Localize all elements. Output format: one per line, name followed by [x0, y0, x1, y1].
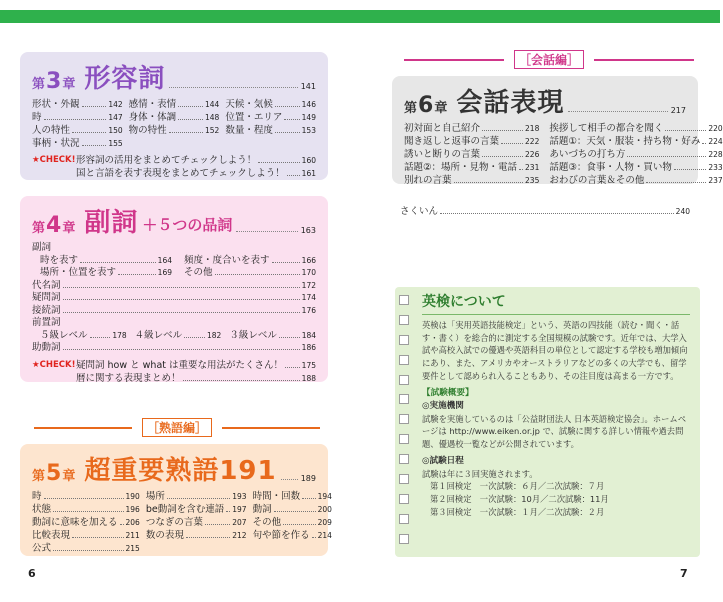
list-item: 誘いと断りの言葉 226	[404, 149, 540, 160]
list-item: 状態 196	[32, 504, 140, 515]
list-item: 事柄・状況 155	[32, 138, 123, 149]
eiken-org-heading: ◎実施機関	[422, 400, 464, 411]
checkbox-icon	[399, 514, 409, 524]
list-item: 公式 215	[32, 543, 140, 554]
list-item: 時間・回数 194	[252, 491, 332, 502]
check-item: 疑問詞 how と what は重要な用法がたくさん！ 175	[76, 359, 316, 371]
chapter6-section	[392, 76, 723, 186]
chapter5-label: 第5章	[32, 461, 77, 486]
list-item: 時 147	[32, 112, 123, 123]
chapter6-label: 第6章	[404, 93, 449, 118]
chapter4-heading	[32, 204, 316, 238]
chapter4-entries	[32, 242, 316, 355]
chapter4-label: 第4章	[32, 213, 77, 238]
list-item: 疑問詞 174	[32, 292, 316, 303]
list-item: ４級レベル 182	[134, 329, 222, 341]
checkbox-icon	[399, 494, 409, 504]
checkbox-icon	[399, 295, 409, 305]
chapter3-label: 第3章	[32, 69, 77, 94]
list-item: その他 209	[252, 517, 332, 528]
page-number-right: 7	[680, 567, 688, 580]
list-item: 人の特性 150	[32, 125, 123, 136]
chapter5-title: 超重要熟語191	[84, 456, 277, 486]
list-item: 挨拶して相手の都合を聞く 220	[549, 123, 723, 134]
list-item: 天候・気候 146	[225, 99, 316, 110]
list-item: 別れの言葉 235	[404, 175, 540, 186]
list-item: 助動詞 186	[32, 342, 316, 353]
notebook-checkboxes	[399, 295, 413, 554]
chapter5-heading	[32, 452, 316, 486]
eiken-title: 英検について	[422, 294, 506, 310]
chapter3-entries	[32, 98, 316, 150]
check-label: ★CHECK!	[32, 155, 76, 165]
list-item: ５級レベル 178	[40, 329, 127, 341]
eiken-intro: 英検は「実用英語技能検定」という、英語の四技能（読む・聞く・話す・書く）を総合的に測定する全国規模の試験です。近年では、大学入試や高校入試での優遇や英語科目の単位として認定する学校も増加傾向にあり、また、アメリカやオーストラリアなどの多くの大学でも、留学要件として認められ入ることもあり、その注目度は高まる一方です。	[422, 320, 688, 381]
checkbox-icon	[399, 355, 409, 365]
list-item: おわびの言葉＆その他 237	[549, 175, 723, 186]
eiken-schedule-heading: ◎試験日程	[422, 455, 464, 466]
list-item: つなぎの言葉 207	[145, 517, 247, 528]
list-item: 副詞	[32, 242, 52, 253]
conversation-divider	[404, 50, 694, 69]
idiom-divider-label: ［熟語編］	[142, 418, 212, 437]
chapter6-heading	[404, 84, 686, 118]
list-item: あいづちの打ち方 228	[549, 149, 723, 160]
checkbox-icon	[399, 434, 409, 444]
list-item: 代名詞 172	[32, 279, 316, 291]
list-item: 頻度・度合いを表す 166	[184, 254, 316, 266]
list-item: 物の特性 152	[128, 125, 220, 136]
index-entry: さくいん 240	[400, 206, 690, 217]
list-item: 話題②：場所・見物・電話 231	[404, 162, 540, 173]
list-item: 接続詞 176	[32, 304, 316, 316]
check-item: 国と言語を表す表現をまとめてチェックしよう！ 161	[76, 168, 316, 179]
checkbox-icon	[399, 474, 409, 484]
idiom-divider	[34, 418, 320, 437]
list-item: 前置詞	[32, 317, 61, 328]
checkbox-icon	[399, 394, 409, 404]
list-item: 形状・外観 142	[32, 99, 123, 110]
chapter4-check	[32, 359, 316, 385]
list-item: 動詞 200	[252, 504, 332, 515]
eiken-session-1: 第１回検定 一次試験：６月／二次試験：７月	[430, 481, 605, 492]
chapter6-entries	[404, 122, 723, 187]
chapter5-section	[20, 444, 332, 556]
list-item: その他 170	[184, 267, 316, 278]
list-item: 感情・表情 144	[128, 99, 220, 110]
eiken-overview-heading: 【試験概要】	[422, 387, 474, 398]
list-item: 聞き返しと返事の言葉 222	[404, 136, 540, 147]
list-item: 初対面と自己紹介 218	[404, 123, 540, 134]
list-item: 場所・位置を表す 169	[40, 267, 172, 278]
list-item: 動詞に意味を加える 206	[32, 517, 140, 528]
chapter3-page: 141	[300, 82, 316, 91]
list-item: ３級レベル 184	[229, 329, 317, 341]
checkbox-icon	[399, 414, 409, 424]
chapter5-page: 189	[300, 474, 316, 483]
eiken-org-text: 試験を実施しているのは「公益財団法人 日本英語検定協会」。ホームページは http://www.eiken.or.jp で、試験に関する詳しい情報や過去問題、優遇校一覧などが公開されています。	[422, 413, 686, 449]
list-item: 時を表す 164	[40, 254, 172, 266]
checkbox-icon	[399, 534, 409, 544]
checkbox-icon	[399, 315, 409, 325]
chapter4-section	[20, 196, 328, 382]
chapter6-page: 217	[670, 106, 686, 115]
list-item: 場所 193	[145, 491, 247, 502]
list-item: 話題③：食事・人物・買い物 233	[549, 162, 723, 173]
chapter4-page: 163	[300, 226, 316, 235]
list-item: 話題①：天気・服装・持ち物・好み 224	[549, 136, 723, 147]
check-item: 形容詞の活用をまとめてチェックしよう！ 160	[76, 155, 316, 166]
list-item: 数量・程度 153	[225, 125, 316, 136]
list-item: 数の表現 212	[145, 530, 247, 541]
list-item: be動詞を含む連語 197	[145, 504, 247, 515]
list-item: 比較表現 211	[32, 530, 140, 541]
chapter3-title: 形容詞	[84, 64, 166, 94]
list-item: 句や節を作る 214	[252, 530, 332, 541]
list-item: 身体・体調 148	[128, 112, 220, 123]
eiken-session-2: 第２回検定 一次試験：10月／二次試験：11月	[430, 494, 609, 505]
top-color-bar	[0, 10, 720, 23]
eiken-session-3: 第３回検定 一次試験：１月／二次試験：２月	[430, 506, 605, 517]
chapter4-title: 副詞	[84, 208, 139, 238]
checkbox-icon	[399, 375, 409, 385]
chapter3-heading	[32, 60, 316, 94]
checkbox-icon	[399, 454, 409, 464]
check-item: 暦に関する表現まとめ！ 188	[76, 372, 316, 384]
eiken-schedule-text: 試験は年に３回実施されます。	[422, 468, 538, 479]
chapter3-section	[20, 52, 328, 180]
list-item: 位置・エリア 149	[225, 112, 316, 123]
list-item: 時 190	[32, 491, 140, 502]
chapter4-subtitle: ＋５つの品詞	[142, 216, 233, 234]
page-number-left: 6	[28, 567, 36, 580]
chapter3-check	[32, 154, 316, 180]
chapter6-title: 会話表現	[456, 88, 565, 118]
checkbox-icon	[399, 335, 409, 345]
conversation-divider-label: ［会話編］	[514, 50, 584, 69]
chapter5-entries	[32, 490, 332, 555]
check-label: ★CHECK!	[32, 359, 76, 370]
eiken-info-box	[395, 287, 700, 557]
